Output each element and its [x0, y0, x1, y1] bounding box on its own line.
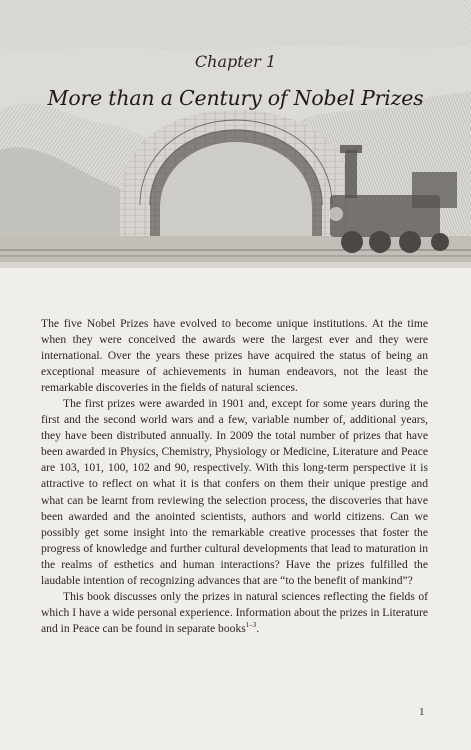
page-number: 1: [419, 706, 425, 718]
paragraph: The first prizes were awarded in 1901 and, except for some years during the first and the second world wars and a few, variable number of, additional years, they have been distributed annually. In 2009 the total number of prizes that have been awarded in Physics, Chemistry, Physiology or Medicine, Literature and Peace are 103, 101, 100, 102 and 90, respectively. With this long-term perspective it is attractive to reflect on what it is that confers on them their unique prestige and what can be learnt from reviewing the selection process, the discoveries that have been awarded and the anointed scientists, authors and world citizens. Can we possibly get some insight into the remarkable creative processes that foster the progress of knowledge and further cultural developments that lead to maturation in the realms of esthetics and human interactions? Have the prizes fulfilled the laudable intention of recognizing advances that are “to the benefit of mankind”?: [41, 397, 428, 587]
paragraph-end: .: [256, 621, 260, 635]
paragraph: The five Nobel Prizes have evolved to become unique institutions. At the time when they were conceived the awards were the largest ever and they were international. Over the years these prizes have acquired the status of being an exceptional measure of achievements in human endeavors, not the least the remarkable discoveries in the fields of natural sciences.: [41, 317, 428, 395]
chapter-title: More than a Century of Nobel Prizes: [47, 86, 424, 110]
chapter-label: Chapter 1: [194, 52, 277, 71]
footnote-reference: 1–3: [245, 621, 257, 630]
tunnel-train-engraving: [0, 0, 471, 268]
paragraph: [41, 589, 428, 637]
body-text: [41, 316, 428, 637]
paragraph-text: This book discusses only the prizes in natural sciences reflecting the fields of which I have a wide personal experience. Information about the prizes in Literature and in Peace can be found in separate books: [41, 589, 428, 635]
